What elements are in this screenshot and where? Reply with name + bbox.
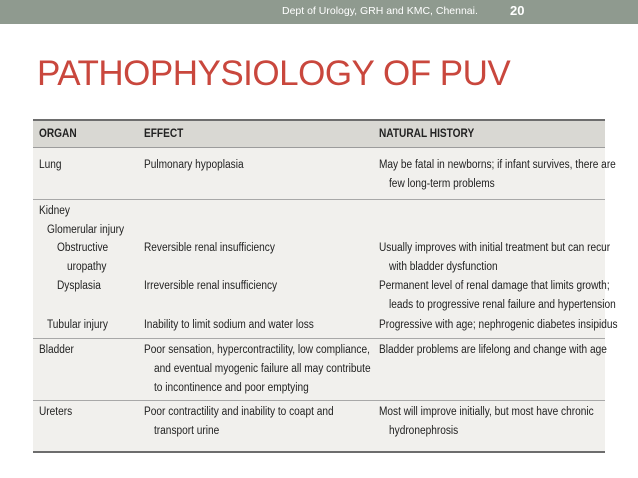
- bladder-effect-line1: Poor sensation, hypercontractility, low compliance,: [144, 344, 370, 356]
- kidney-tubular-effect: Inability to limit sodium and water loss: [144, 319, 314, 331]
- lung-effect: Pulmonary hypoplasia: [144, 159, 244, 171]
- kidney-tubular: Tubular injury: [47, 319, 108, 331]
- lung-organ: Lung: [39, 159, 62, 171]
- kidney-dysplasia-history-line2: leads to progressive renal failure and hypertension: [389, 299, 616, 311]
- kidney-obstructive-history-line2: with bladder dysfunction: [389, 261, 498, 273]
- kidney-obstructive-effect: Reversible renal insufficiency: [144, 242, 275, 254]
- kidney-glomerular: Glomerular injury: [47, 224, 125, 236]
- pathophysiology-table: [33, 119, 618, 453]
- bladder-effect-line3: to incontinence and poor emptying: [154, 382, 309, 394]
- slide-title: PATHOPHYSIOLOGY OF PUV: [37, 54, 511, 93]
- bladder-history: Bladder problems are lifelong and change with age: [379, 344, 607, 356]
- row-divider: [33, 338, 605, 339]
- ureters-effect-line2: transport urine: [154, 425, 220, 437]
- kidney-dysplasia-effect: Irreversible renal insufficiency: [144, 280, 278, 292]
- column-header-organ: ORGAN: [39, 128, 77, 140]
- kidney-tubular-history: Progressive with age; nephrogenic diabetes insipidus: [379, 319, 618, 331]
- lung-history-line1: May be fatal in newborns; if infant survives, there are: [379, 159, 616, 171]
- page-number: 20: [510, 3, 525, 18]
- row-divider: [33, 199, 605, 200]
- row-divider: [33, 400, 605, 401]
- kidney-organ: Kidney: [39, 205, 70, 217]
- ureters-history-line1: Most will improve initially, but most have chronic: [379, 406, 594, 418]
- ureters-history-line2: hydronephrosis: [389, 425, 459, 437]
- column-header-effect: EFFECT: [144, 128, 184, 140]
- slide-header-bar: [0, 0, 638, 24]
- ureters-organ: Ureters: [39, 406, 73, 418]
- table-header-row: [33, 121, 605, 148]
- kidney-dysplasia-history-line1: Permanent level of renal damage that limits growth;: [379, 280, 610, 292]
- kidney-obstructive-line2: uropathy: [67, 261, 107, 273]
- column-header-natural-history: NATURAL HISTORY: [379, 128, 475, 140]
- bladder-organ: Bladder: [39, 344, 74, 356]
- kidney-dysplasia: Dysplasia: [57, 280, 101, 292]
- lung-history-line2: few long-term problems: [389, 178, 495, 190]
- ureters-effect-line1: Poor contractility and inability to coapt and: [144, 406, 334, 418]
- kidney-obstructive-line1: Obstructive: [57, 242, 109, 254]
- kidney-obstructive-history-line1: Usually improves with initial treatment but can recur: [379, 242, 611, 254]
- bladder-effect-line2: and eventual myogenic failure all may contribute: [154, 363, 371, 375]
- footer-text: Dept of Urology, GRH and KMC, Chennai.: [282, 5, 478, 17]
